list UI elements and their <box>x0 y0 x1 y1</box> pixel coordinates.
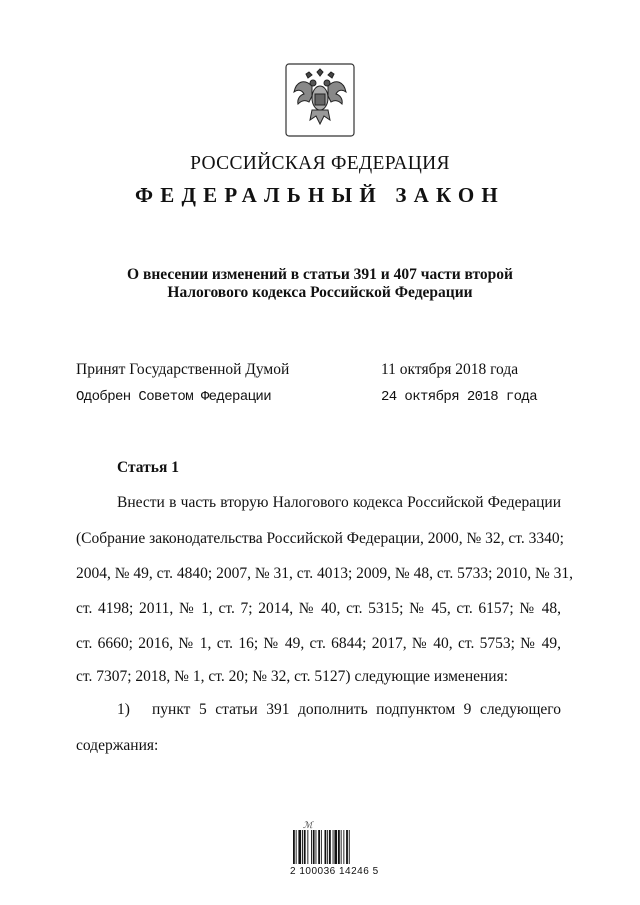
barcode-bar <box>304 830 306 864</box>
article-heading: Статья 1 <box>117 459 179 476</box>
law-subject-line: О внесении изменений в статьи 391 и 407 части второй <box>127 266 513 283</box>
barcode-bar <box>338 830 340 864</box>
barcode-number: 2 100036 14246 5 <box>290 866 379 877</box>
barcode-bar <box>321 830 322 864</box>
barcode-bar <box>307 830 308 864</box>
barcode-bar <box>327 830 328 864</box>
barcode-bar <box>334 830 337 864</box>
item-continuation: содержания: <box>76 737 159 754</box>
barcode-bar <box>316 830 317 864</box>
barcode-bar <box>318 830 320 864</box>
barcode-bar <box>329 830 331 864</box>
item-text: пункт 5 статьи 391 дополнить подпунктом 9 следующего <box>152 701 561 718</box>
barcode-bar <box>298 830 301 864</box>
document-type-title: ФЕДЕРАЛЬНЫЙ ЗАКОН <box>135 183 505 207</box>
paragraph-line: 2004, № 49, ст. 4840; 2007, № 31, ст. 4013; 2009, № 48, ст. 5733; 2010, № 31, <box>76 565 574 582</box>
registration-mark: ℳ <box>303 820 313 830</box>
coat-of-arms-emblem <box>284 62 356 138</box>
barcode-bar <box>302 830 303 864</box>
barcode-bar <box>313 830 315 864</box>
paragraph-line: (Собрание законодательства Российской Федерации, 2000, № 32, ст. 3340; <box>76 530 564 547</box>
barcode-bar <box>341 830 342 864</box>
paragraph-line: ст. 6660; 2016, № 1, ст. 16; № 49, ст. 6844; 2017, № 40, ст. 5753; № 49, <box>76 635 561 652</box>
duma-adoption-label: Принят Государственной Думой <box>76 361 290 378</box>
council-approval-date: 24 октября 2018 года <box>381 389 538 405</box>
barcode-bar <box>296 830 297 864</box>
barcode-image <box>292 830 378 864</box>
barcode-bar <box>311 830 312 864</box>
council-approval-label: Одобрен Советом Федерации <box>76 389 272 405</box>
barcode-bar <box>343 830 344 864</box>
barcode-bar <box>333 830 334 864</box>
paragraph-line: ст. 7307; 2018, № 1, ст. 20; № 32, ст. 5127) следующие изменения: <box>76 668 509 685</box>
law-subject <box>0 266 640 302</box>
paragraph-line: ст. 4198; 2011, № 1, ст. 7; 2014, № 40, ст. 5315; № 45, ст. 6157; № 48, <box>76 600 561 617</box>
barcode-bar <box>325 830 327 864</box>
paragraph-line: Внести в часть вторую Налогового кодекса Российской Федерации <box>117 494 561 511</box>
duma-adoption-date: 11 октября 2018 года <box>381 361 519 378</box>
law-subject-line: Налогового кодекса Российской Федерации <box>167 284 473 301</box>
barcode-bar <box>346 830 348 864</box>
item-number: 1) <box>117 701 130 718</box>
barcode-bar <box>349 830 350 864</box>
barcode-bar <box>293 830 295 864</box>
country-name: РОССИЙСКАЯ ФЕДЕРАЦИЯ <box>190 153 450 174</box>
